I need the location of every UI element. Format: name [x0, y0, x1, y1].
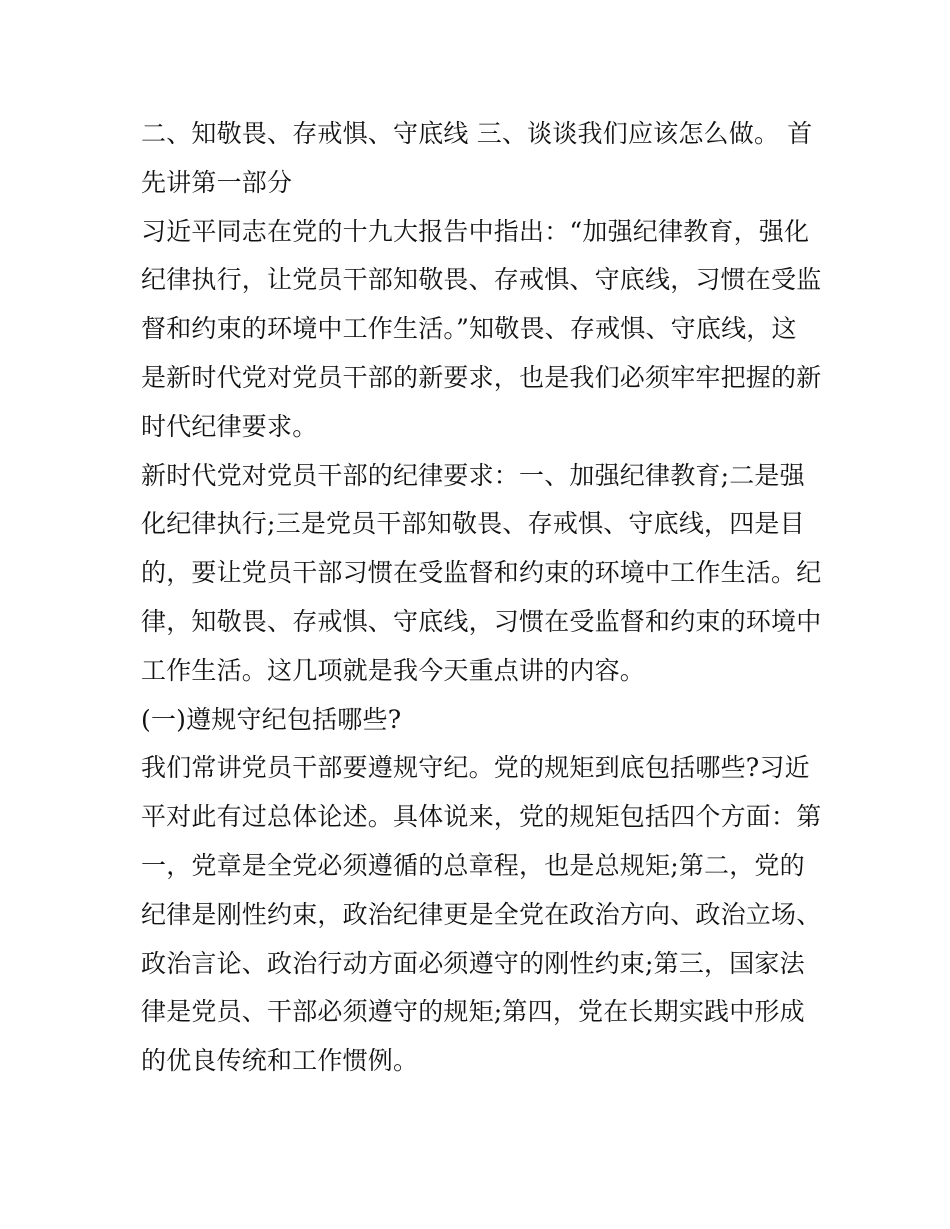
- text-line: 化纪律执行;三是党员干部知敬畏、存戒惧、守底线，四是目: [141, 509, 805, 539]
- text-line: 政治言论、政治行动方面必须遵守的刚性约束;第三，国家法: [141, 948, 805, 978]
- text-line: 一，党章是全党必须遵循的总章程，也是总规矩;第二，党的: [141, 850, 805, 880]
- text-line: 习近平同志在党的十九大报告中指出：“加强纪律教育，强化: [141, 216, 810, 246]
- text-line: 我们常讲党员干部要遵规守纪。党的规矩到底包括哪些?习近: [141, 753, 810, 783]
- text-line: 纪律执行，让党员干部知敬畏、存戒惧、守底线，习惯在受监: [141, 265, 822, 295]
- text-line: 的优良传统和工作惯例。: [141, 1046, 419, 1076]
- text-line: 督和约束的环境中工作生活。”知敬畏、存戒惧、守底线，这: [141, 314, 797, 344]
- text-line: 律，知敬畏、存戒惧、守底线，习惯在受监督和约束的环境中: [141, 606, 822, 636]
- text-line: 纪律是刚性约束，政治纪律更是全党在政治方向、政治立场、: [141, 899, 822, 929]
- section-heading: (一)遵规守纪包括哪些?: [141, 704, 402, 734]
- text-line: 律是党员、干部必须遵守的规矩;第四，党在长期实践中形成: [141, 997, 805, 1027]
- text-line: 的，要让党员干部习惯在受监督和约束的环境中工作生活。纪: [141, 558, 822, 588]
- document-body: [141, 110, 822, 1086]
- text-line: 平对此有过总体论述。具体说来，党的规矩包括四个方面：第: [141, 802, 822, 832]
- text-line: 是新时代党对党员干部的新要求，也是我们必须牢牢把握的新: [141, 362, 822, 392]
- text-line: 时代纪律要求。: [141, 411, 318, 441]
- text-line: 先讲第一部分: [141, 167, 293, 197]
- text-line: 二、知敬畏、存戒惧、守底线 三、谈谈我们应该怎么做。 首: [141, 119, 813, 148]
- text-line: 新时代党对党员干部的纪律要求：一、加强纪律教育;二是强: [141, 460, 805, 490]
- text-line: 工作生活。这几项就是我今天重点讲的内容。: [141, 655, 646, 685]
